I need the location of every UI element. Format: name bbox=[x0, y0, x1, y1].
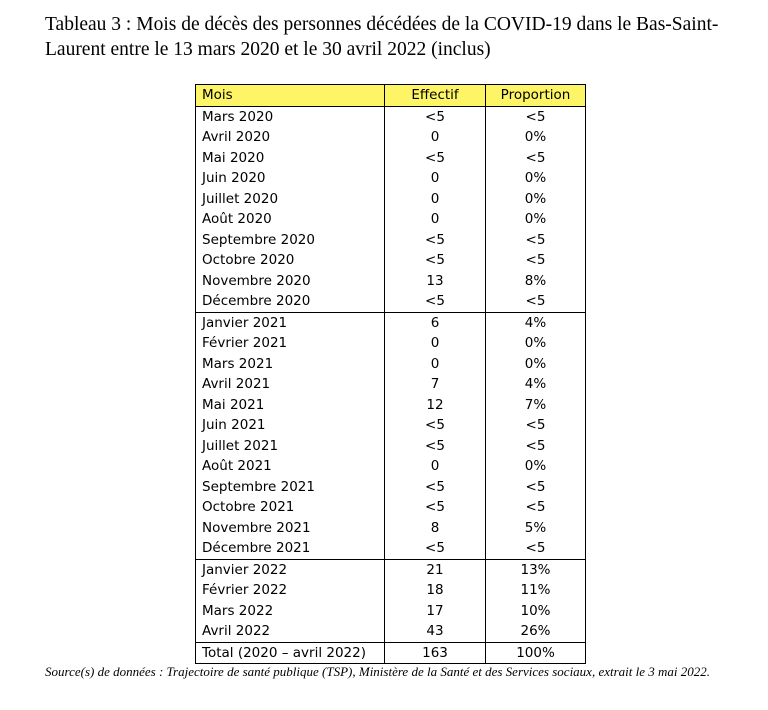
table-title: Tableau 3 : Mois de décès des personnes décédées de la COVID-19 dans le Bas-Saint-Laurent entre le 13 mars 2020 et le 30 avril 2022 (inclus) bbox=[45, 14, 719, 60]
cell-mois: Mars 2021 bbox=[196, 354, 385, 375]
cell-proportion: <5 bbox=[486, 250, 586, 271]
cell-mois: Janvier 2021 bbox=[196, 312, 385, 333]
table-row bbox=[196, 601, 586, 622]
table-row bbox=[196, 291, 586, 312]
cell-mois: Mars 2022 bbox=[196, 601, 385, 622]
cell-mois: Février 2022 bbox=[196, 580, 385, 601]
data-source-note: Source(s) de données : Trajectoire de santé publique (TSP), Ministère de la Santé et des Services sociaux, extrait le 3 mai 2022. bbox=[45, 664, 711, 679]
cell-mois: Novembre 2020 bbox=[196, 271, 385, 292]
table-row bbox=[196, 621, 586, 642]
cell-proportion: 0% bbox=[486, 354, 586, 375]
cell-proportion: <5 bbox=[486, 230, 586, 251]
cell-effectif: <5 bbox=[385, 291, 486, 312]
cell-proportion: 11% bbox=[486, 580, 586, 601]
table-header-row bbox=[196, 85, 586, 107]
cell-proportion: <5 bbox=[486, 477, 586, 498]
cell-proportion: <5 bbox=[486, 538, 586, 559]
cell-proportion: <5 bbox=[486, 148, 586, 169]
cell-mois: Juin 2021 bbox=[196, 415, 385, 436]
cell-mois: Août 2021 bbox=[196, 456, 385, 477]
cell-mois: Janvier 2022 bbox=[196, 559, 385, 580]
table-row bbox=[196, 354, 586, 375]
cell-effectif: 21 bbox=[385, 559, 486, 580]
table-row bbox=[196, 456, 586, 477]
table-row bbox=[196, 436, 586, 457]
cell-proportion: 0% bbox=[486, 168, 586, 189]
table-row bbox=[196, 580, 586, 601]
cell-mois: Septembre 2020 bbox=[196, 230, 385, 251]
cell-proportion: 0% bbox=[486, 189, 586, 210]
cell-proportion: 0% bbox=[486, 333, 586, 354]
cell-mois: Mai 2021 bbox=[196, 395, 385, 416]
cell-effectif: 0 bbox=[385, 333, 486, 354]
cell-proportion: 10% bbox=[486, 601, 586, 622]
cell-mois: Décembre 2020 bbox=[196, 291, 385, 312]
cell-effectif: 0 bbox=[385, 456, 486, 477]
table-row bbox=[196, 415, 586, 436]
total-cell-mois: Total (2020 – avril 2022) bbox=[196, 642, 385, 664]
cell-proportion: 26% bbox=[486, 621, 586, 642]
cell-proportion: <5 bbox=[486, 436, 586, 457]
cell-mois: Mars 2020 bbox=[196, 106, 385, 127]
cell-mois: Octobre 2021 bbox=[196, 497, 385, 518]
table-row bbox=[196, 271, 586, 292]
cell-effectif: 17 bbox=[385, 601, 486, 622]
table-row bbox=[196, 497, 586, 518]
cell-proportion: <5 bbox=[486, 497, 586, 518]
table-row bbox=[196, 127, 586, 148]
cell-mois: Avril 2021 bbox=[196, 374, 385, 395]
cell-proportion: 7% bbox=[486, 395, 586, 416]
table-row bbox=[196, 189, 586, 210]
cell-proportion: 4% bbox=[486, 374, 586, 395]
cell-proportion: 4% bbox=[486, 312, 586, 333]
cell-proportion: <5 bbox=[486, 415, 586, 436]
cell-effectif: 0 bbox=[385, 189, 486, 210]
cell-effectif: <5 bbox=[385, 436, 486, 457]
cell-proportion: 0% bbox=[486, 127, 586, 148]
cell-mois: Juillet 2021 bbox=[196, 436, 385, 457]
cell-proportion: 8% bbox=[486, 271, 586, 292]
cell-effectif: <5 bbox=[385, 230, 486, 251]
cell-proportion: 5% bbox=[486, 518, 586, 539]
table-row bbox=[196, 312, 586, 333]
cell-effectif: 18 bbox=[385, 580, 486, 601]
cell-proportion: 0% bbox=[486, 209, 586, 230]
cell-mois: Juin 2020 bbox=[196, 168, 385, 189]
cell-effectif: <5 bbox=[385, 148, 486, 169]
table-row bbox=[196, 106, 586, 127]
cell-mois: Septembre 2021 bbox=[196, 477, 385, 498]
header-mois: Mois bbox=[196, 85, 385, 107]
cell-mois: Novembre 2021 bbox=[196, 518, 385, 539]
table-row bbox=[196, 395, 586, 416]
cell-effectif: <5 bbox=[385, 497, 486, 518]
cell-effectif: 0 bbox=[385, 209, 486, 230]
cell-mois: Août 2020 bbox=[196, 209, 385, 230]
cell-effectif: 0 bbox=[385, 168, 486, 189]
cell-effectif: 43 bbox=[385, 621, 486, 642]
table-row bbox=[196, 209, 586, 230]
table-row bbox=[196, 230, 586, 251]
table-row bbox=[196, 518, 586, 539]
table-total-row bbox=[196, 642, 586, 664]
cell-mois: Avril 2020 bbox=[196, 127, 385, 148]
cell-effectif: 0 bbox=[385, 127, 486, 148]
header-proportion: Proportion bbox=[486, 85, 586, 107]
table-row bbox=[196, 538, 586, 559]
table-row bbox=[196, 250, 586, 271]
cell-effectif: 8 bbox=[385, 518, 486, 539]
cell-proportion: <5 bbox=[486, 291, 586, 312]
cell-effectif: 7 bbox=[385, 374, 486, 395]
cell-effectif: 6 bbox=[385, 312, 486, 333]
table-row bbox=[196, 559, 586, 580]
cell-proportion: <5 bbox=[486, 106, 586, 127]
cell-mois: Octobre 2020 bbox=[196, 250, 385, 271]
table-row bbox=[196, 374, 586, 395]
table-row bbox=[196, 333, 586, 354]
cell-effectif: <5 bbox=[385, 250, 486, 271]
cell-effectif: 13 bbox=[385, 271, 486, 292]
cell-proportion: 13% bbox=[486, 559, 586, 580]
cell-effectif: <5 bbox=[385, 106, 486, 127]
cell-mois: Février 2021 bbox=[196, 333, 385, 354]
table-row bbox=[196, 477, 586, 498]
cell-effectif: <5 bbox=[385, 477, 486, 498]
total-cell-proportion: 100% bbox=[486, 642, 586, 664]
cell-mois: Décembre 2021 bbox=[196, 538, 385, 559]
cell-mois: Mai 2020 bbox=[196, 148, 385, 169]
deaths-by-month-table bbox=[195, 84, 586, 664]
table-row bbox=[196, 168, 586, 189]
cell-mois: Juillet 2020 bbox=[196, 189, 385, 210]
cell-effectif: 0 bbox=[385, 354, 486, 375]
header-effectif: Effectif bbox=[385, 85, 486, 107]
cell-effectif: <5 bbox=[385, 415, 486, 436]
cell-effectif: <5 bbox=[385, 538, 486, 559]
cell-effectif: 12 bbox=[385, 395, 486, 416]
total-cell-effectif: 163 bbox=[385, 642, 486, 664]
table-row bbox=[196, 148, 586, 169]
cell-proportion: 0% bbox=[486, 456, 586, 477]
cell-mois: Avril 2022 bbox=[196, 621, 385, 642]
